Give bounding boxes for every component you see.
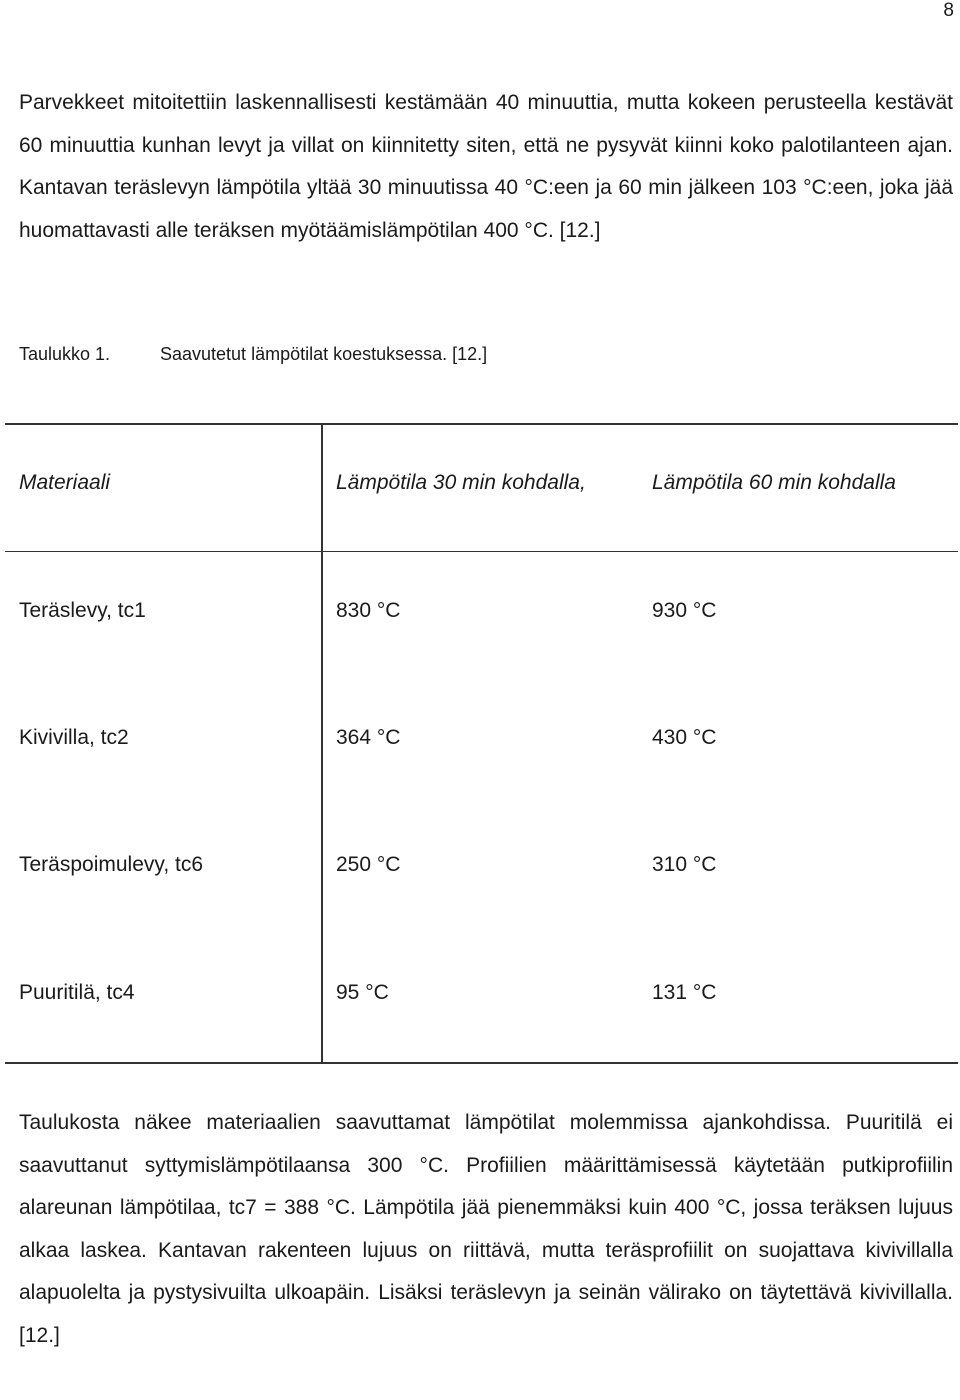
intro-paragraph: Parvekkeet mitoitettiin laskennallisesti kestämään 40 minuuttia, mutta kokeen perusteella kestävät 60 minuuttia kunhan levyt ja villat on kiinnitetty siten, että ne pysyvät kiinni koko palotilanteen ajan. Kantavan teräslevyn lämpötila yltää 30 minuutissa 40 °C:een ja 60 min jälkeen 103 °C:een, joka jää huomattavasti alle teräksen myötäämislämpötilan 400 °C. [12.]	[19, 91, 953, 242]
conclusion-paragraph: Taulukosta näkee materiaalien saavuttamat lämpötilat molemmissa ajankohdissa. Puuritilä ei saavuttanut syttymislämpötilaansa 300 °C. Profiilien määrittämisessä käytetään putkiprofiilin alareunan lämpötilaa, tc7 = 388 °C. Lämpötila jää pienemmäksi kuin 400 °C, jossa teräksen lujuus alkaa laskea. Kantavan rakenteen lujuus on riittävä, mutta teräsprofiilit on suojattava kivivillalla alapuolelta ja pystysivuilta ulkoapäin. Lisäksi teräslevyn ja seinän välirako on täytettävä kivivillalla. [12.]	[19, 1111, 953, 1347]
table-row-4-material: Puuritilä, tc4	[19, 981, 135, 1004]
table-row-3-temp-60: 310 °C	[652, 853, 717, 876]
table-row-4-temp-60: 131 °C	[652, 981, 717, 1004]
table-row-1-material: Teräslevy, tc1	[19, 599, 146, 622]
table-caption-text: Saavutetut lämpötilat koestuksessa. [12.]	[160, 344, 488, 364]
table-row-2-material: Kivivilla, tc2	[19, 726, 129, 749]
temperature-table	[0, 423, 958, 1065]
table-row-3-material: Teräspoimulevy, tc6	[19, 853, 204, 876]
table-row-4-temp-30: 95 °C	[336, 981, 389, 1004]
header-temp-30min: Lämpötila 30 min kohdalla,	[336, 471, 586, 494]
table-header-rule	[5, 551, 958, 552]
table-row-2-temp-30: 364 °C	[336, 726, 401, 749]
table-caption-label: Taulukko 1.	[19, 344, 111, 364]
table-row-1-temp-30: 830 °C	[336, 599, 401, 622]
header-temp-60min: Lämpötila 60 min kohdalla	[652, 471, 896, 494]
table-bottom-rule	[5, 1062, 958, 1064]
table-top-rule	[5, 423, 958, 425]
table-row-3-temp-30: 250 °C	[336, 853, 401, 876]
page-number: 8	[943, 0, 954, 21]
header-material: Materiaali	[19, 471, 111, 494]
table-row-2-temp-60: 430 °C	[652, 726, 717, 749]
table-column-divider	[321, 423, 323, 1064]
table-row-1-temp-60: 930 °C	[652, 599, 717, 622]
table-caption	[19, 343, 487, 365]
